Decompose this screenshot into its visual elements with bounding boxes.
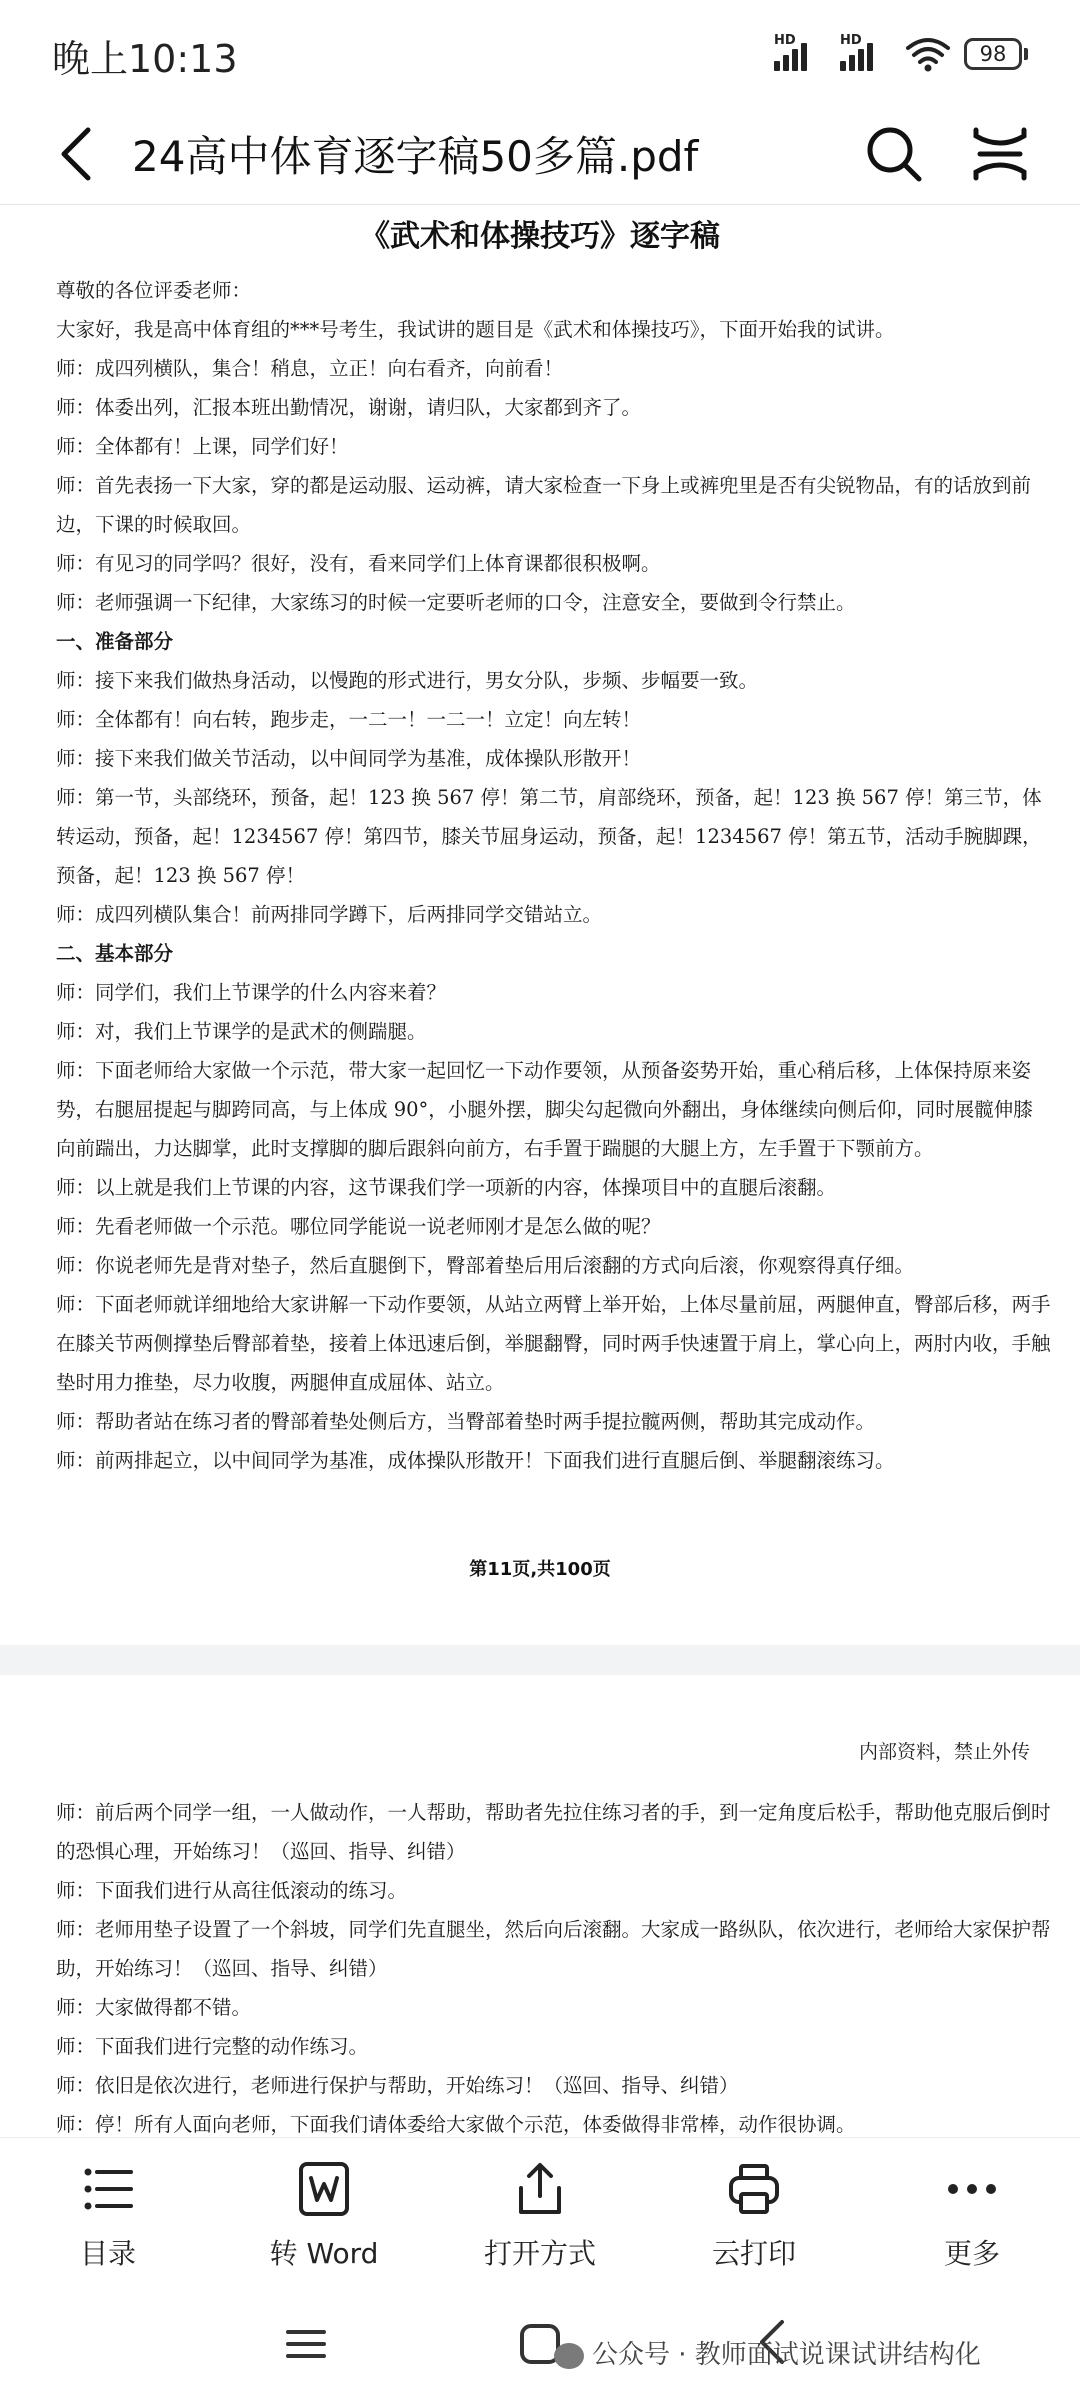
status-icons — [774, 34, 1028, 74]
word-icon — [295, 2160, 353, 2218]
back-arrow-icon[interactable] — [46, 122, 106, 186]
paragraph: 师：你说老师先是背对垫子，然后直腿倒下，臀部着垫后用后滚翻的方式向后滚，你观察得真仔细。 — [56, 1254, 915, 1277]
page-body-2 — [56, 1793, 1052, 2137]
more-label: 更多 — [943, 2237, 1000, 2270]
convert-word-button[interactable] — [224, 2160, 424, 2272]
watermark — [554, 2334, 981, 2371]
toc-label: 目录 — [79, 2237, 136, 2270]
section-heading: 一、准备部分 — [56, 630, 174, 653]
system-nav-bar — [0, 2292, 1080, 2401]
paragraph: 师：前两排起立，以中间同学为基准，成体操队形散开！下面我们进行直腿后倒、举腿翻滚练习。 — [56, 1449, 895, 1472]
paragraph: 师：接下来我们做关节活动，以中间同学为基准，成体操队形散开！ — [56, 747, 642, 770]
wifi-icon — [906, 36, 950, 72]
paragraph: 师：对，我们上节课学的是武术的侧踹腿。 — [56, 1020, 427, 1043]
paragraph: 师：帮助者站在练习者的臀部着垫处侧后方，当臀部着垫时两手提拉髋两侧，帮助其完成动作。 — [56, 1410, 876, 1433]
pdf-page-2 — [0, 1675, 1080, 2137]
paragraph: 师：下面我们进行完整的动作练习。 — [56, 2035, 369, 2058]
paragraph: 师：首先表扬一下大家，穿的都是运动服、运动裤，请大家检查一下身上或裤兜里是否有尖锐物品，有的话放到前边，下课的时候取回。 — [56, 474, 1032, 536]
open-with-button[interactable] — [440, 2160, 640, 2272]
paragraph: 师：全体都有！向右转，跑步走，一二一！一二一！立定！向左转！ — [56, 708, 642, 731]
signal-icon: HD — [774, 37, 826, 71]
paragraph: 师：全体都有！上课，同学们好！ — [56, 435, 349, 458]
pdf-page — [0, 205, 1080, 1645]
document-title: 24高中体育逐字稿50多篇.pdf — [132, 132, 699, 181]
paragraph: 师：以上就是我们上节课的内容，这节课我们学一项新的内容，体操项目中的直腿后滚翻。 — [56, 1176, 837, 1199]
paragraph: 师：老师强调一下纪律，大家练习的时候一定要听老师的口令，注意安全，要做到令行禁止。 — [56, 591, 856, 614]
signal-icon-2: HD — [840, 37, 892, 71]
pdf-viewport[interactable] — [0, 205, 1080, 2137]
watermark-text: 公众号 · 教师面试说课试讲结构化 — [592, 2340, 981, 2370]
status-time: 晚上10:13 — [52, 37, 238, 81]
printer-icon — [725, 2160, 783, 2218]
section-heading: 二、基本部分 — [56, 942, 174, 965]
search-icon[interactable] — [862, 122, 926, 186]
paragraph: 师：依旧是依次进行，老师进行保护与帮助，开始练习！（巡回、指导、纠错） — [56, 2074, 739, 2097]
paragraph: 尊敬的各位评委老师： — [56, 279, 252, 302]
paragraph: 师：同学们，我们上节课学的什么内容来着？ — [56, 981, 447, 1004]
paragraph: 师：第一节，头部绕环，预备，起！123 换 567 停！第二节，肩部绕环，预备，起！123 换 567 停！第三节，体转运动，预备，起！1234567 停！第四节，膝关节屈身运动，预备，起！1234567 停！第五节，活动手腕脚踝，预备，起！123 换 567 停！ — [56, 786, 1042, 887]
paragraph: 师：下面老师就详细地给大家讲解一下动作要领，从站立两臂上举开始，上体尽量前屈，两腿伸直，臀部后移，两手在膝关节两侧撑垫后臀部着垫，接着上体迅速后倒，举腿翻臀，同时两手快速置于肩上，掌心向上，两肘内收，手触垫时用力推垫，尽力收腹，两腿伸直成屈体、站立。 — [56, 1293, 1051, 1394]
cloud-print-button[interactable] — [654, 2160, 854, 2272]
paragraph: 师：前后两个同学一组，一人做动作，一人帮助，帮助者先拉住练习者的手，到一定角度后松手，帮助他克服后倒时的恐惧心理，开始练习！（巡回、指导、纠错） — [56, 1801, 1051, 1863]
paragraph: 师：下面我们进行从高往低滚动的练习。 — [56, 1879, 408, 1902]
list-icon — [79, 2160, 137, 2218]
bottom-toolbar — [0, 2137, 1080, 2293]
more-icon — [943, 2160, 1001, 2218]
recent-apps-icon[interactable] — [282, 2320, 330, 2368]
paragraph: 师：成四列横队集合！前两排同学蹲下，后两排同学交错站立。 — [56, 903, 603, 926]
paragraph: 师：接下来我们做热身活动，以慢跑的形式进行，男女分队，步频、步幅要一致。 — [56, 669, 759, 692]
paragraph: 师：体委出列，汇报本班出勤情况，谢谢，请归队，大家都到齐了。 — [56, 396, 642, 419]
share-icon — [511, 2160, 569, 2218]
page-body — [56, 271, 1052, 1480]
reading-mode-icon[interactable] — [968, 122, 1032, 186]
paragraph: 师：成四列横队，集合！稍息，立正！向右看齐，向前看！ — [56, 357, 564, 380]
paragraph: 师：停！所有人面向老师，下面我们请体委给大家做个示范，体委做得非常棒，动作很协调。 — [56, 2113, 856, 2136]
open-with-label: 打开方式 — [483, 2237, 596, 2270]
paragraph: 师：下面老师给大家做一个示范，带大家一起回忆一下动作要领，从预备姿势开始，重心稍后移，上体保持原来姿势，右腿屈提起与脚跨同高，与上体成 90°，小腿外摆，脚尖勾起微向外翻出，身体继续向侧后仰，同时展髋伸膝向前踹出，力达脚掌，此时支撑脚的脚后跟斜向前方，右手置于踹腿的大腿上方，左手置于下颚前方。 — [56, 1059, 1033, 1160]
status-bar — [0, 0, 1080, 104]
page-number: 第11页,共100页 — [469, 1559, 611, 1580]
paragraph: 师：大家做得都不错。 — [56, 1996, 252, 2019]
app-header — [0, 104, 1080, 205]
paragraph: 师：有见习的同学吗？很好，没有，看来同学们上体育课都很积极啊。 — [56, 552, 661, 575]
paragraph: 大家好，我是高中体育组的***号考生，我试讲的题目是《武术和体操技巧》，下面开始我的试讲。 — [56, 318, 895, 341]
paragraph: 师：老师用垫子设置了一个斜坡，同学们先直腿坐，然后向后滚翻。大家成一路纵队，依次进行，老师给大家保护帮助，开始练习！（巡回、指导、纠错） — [56, 1918, 1051, 1980]
wechat-icon — [554, 2343, 584, 2369]
battery-icon: 98 — [964, 38, 1028, 70]
confidential-notice: 内部资料，禁止外传 — [858, 1741, 1030, 1763]
convert-word-label: 转 Word — [269, 2237, 379, 2270]
paragraph: 师：先看老师做一个示范。哪位同学能说一说老师刚才是怎么做的呢？ — [56, 1215, 661, 1238]
cloud-print-label: 云打印 — [711, 2237, 796, 2270]
page-heading: 《武术和体操技巧》逐字稿 — [360, 219, 720, 254]
more-button[interactable] — [872, 2160, 1072, 2272]
toc-button[interactable] — [8, 2160, 208, 2272]
